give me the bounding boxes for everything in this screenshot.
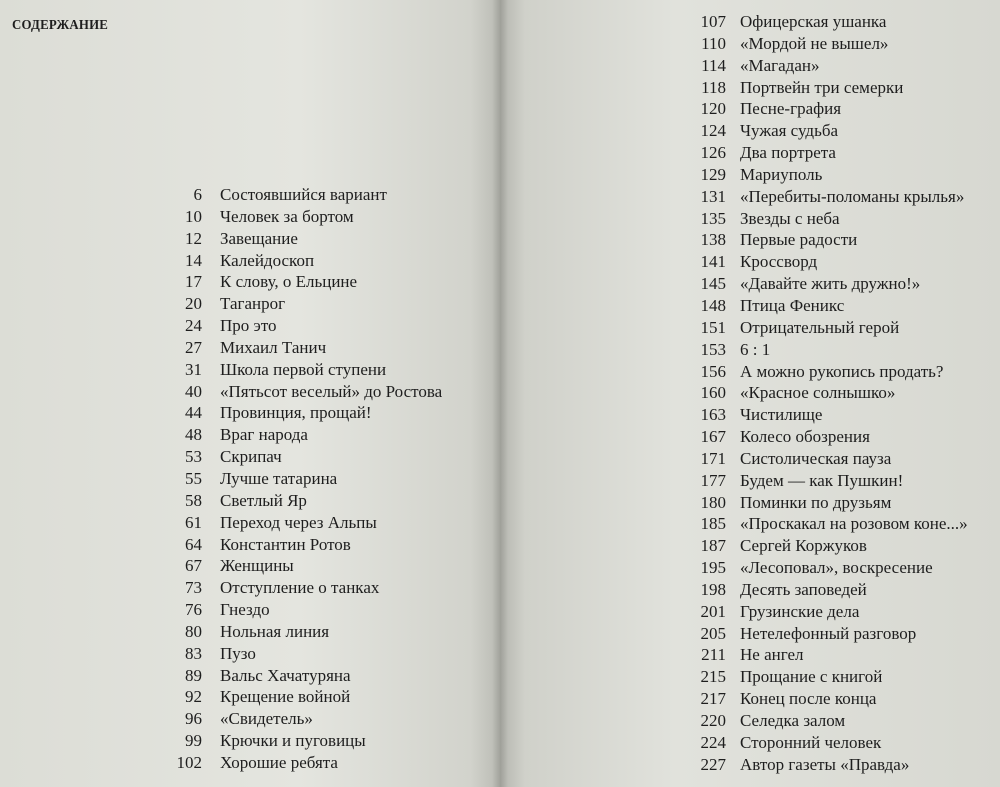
toc-entry [150, 621, 442, 643]
toc-entry [690, 317, 968, 339]
toc-entry [150, 534, 442, 556]
toc-page-number: 73 [185, 578, 202, 598]
toc-title: Пузо [220, 643, 256, 663]
toc-page-number: 129 [700, 164, 726, 184]
toc-title: Десять заповедей [740, 579, 867, 599]
toc-title: Звезды с неба [740, 208, 840, 228]
toc-entry [150, 271, 442, 293]
toc-entry [690, 644, 968, 666]
toc-title: Вальс Хачатуряна [220, 665, 351, 685]
toc-entry [690, 295, 968, 317]
toc-page-number: 12 [185, 228, 202, 248]
toc-page-number: 76 [185, 600, 202, 620]
toc-page-number: 198 [700, 579, 726, 599]
toc-page-number: 53 [185, 447, 202, 467]
toc-title: Состоявшийся вариант [220, 185, 387, 204]
toc-title: «Давайте жить дружно!» [740, 274, 921, 294]
toc-entry [690, 688, 968, 710]
toc-list-left [150, 184, 442, 774]
toc-title: Отступление о танках [220, 578, 380, 598]
toc-title: Константин Ротов [220, 534, 351, 554]
toc-page-number: 58 [185, 490, 202, 510]
toc-title: Про это [220, 316, 277, 336]
toc-entry [690, 120, 968, 142]
toc-page-number: 145 [700, 274, 726, 294]
toc-entry [690, 535, 968, 557]
toc-title: Таганрог [220, 294, 286, 314]
toc-entry [690, 229, 968, 251]
toc-entry [690, 754, 968, 776]
toc-entry [690, 361, 968, 383]
toc-page-number: 153 [700, 339, 726, 359]
toc-title: Переход через Альпы [220, 512, 377, 532]
toc-entry [690, 208, 968, 230]
toc-entry [690, 732, 968, 754]
toc-page-number: 131 [700, 186, 726, 206]
toc-entry [690, 579, 968, 601]
toc-title: «Мордой не вышел» [740, 33, 889, 53]
toc-page-number: 24 [185, 316, 202, 336]
toc-page-number: 92 [185, 687, 202, 707]
toc-page-number: 135 [700, 208, 726, 228]
toc-title: Нетелефонный разговор [740, 623, 917, 643]
toc-title: Птица Феникс [740, 295, 845, 315]
toc-entry [150, 250, 442, 272]
toc-entry [690, 142, 968, 164]
toc-title: Два портрета [740, 143, 836, 163]
toc-entry [690, 470, 968, 492]
toc-entry [690, 448, 968, 470]
toc-title: Поминки по друзьям [740, 492, 892, 512]
toc-entry [690, 273, 968, 295]
toc-title: «Магадан» [740, 55, 820, 75]
toc-title: Грузинские дела [740, 601, 860, 621]
toc-title: Крючки и пуговицы [220, 731, 366, 751]
toc-title: Гнездо [220, 600, 270, 620]
toc-page-number: 201 [700, 601, 726, 621]
toc-page-number: 17 [185, 272, 202, 292]
toc-entry [690, 164, 968, 186]
toc-title: Крещение войной [220, 687, 351, 707]
toc-page-number: 224 [700, 732, 726, 752]
toc-page-number: 211 [701, 645, 726, 665]
toc-page-number: 40 [185, 381, 202, 401]
toc-entry [150, 599, 442, 621]
toc-title: Провинция, прощай! [220, 403, 372, 423]
toc-title: Лучше татарина [220, 468, 338, 488]
toc-title: Автор газеты «Правда» [740, 754, 910, 774]
toc-title: Нольная линия [220, 621, 330, 641]
toc-page-number: 138 [700, 230, 726, 250]
toc-page-number: 102 [176, 752, 202, 772]
toc-entry [150, 315, 442, 337]
toc-page-number: 80 [185, 621, 202, 641]
toc-page-number: 67 [185, 556, 202, 576]
toc-title: Кроссворд [740, 252, 818, 272]
toc-entry [150, 337, 442, 359]
toc-entry [690, 666, 968, 688]
toc-page-number: 126 [700, 143, 726, 163]
toc-page-number: 151 [700, 317, 726, 337]
toc-title: К слову, о Ельцине [220, 272, 358, 292]
toc-page-number: 114 [701, 55, 726, 75]
toc-title: Селедка залом [740, 711, 846, 730]
toc-page-number: 110 [701, 33, 726, 53]
toc-entry [690, 404, 968, 426]
toc-page-number: 160 [700, 383, 726, 403]
toc-page-number: 180 [700, 492, 726, 512]
toc-page-number: 220 [700, 711, 726, 730]
toc-entry [690, 623, 968, 645]
toc-page-number: 99 [185, 731, 202, 751]
toc-entry [150, 730, 442, 752]
toc-page-number: 120 [700, 99, 726, 119]
toc-title: Песне-графия [740, 99, 842, 119]
toc-page-number: 96 [185, 709, 202, 729]
toc-entry [150, 577, 442, 599]
toc-title: Сергей Коржуков [740, 536, 867, 556]
toc-page-number: 124 [700, 121, 726, 141]
toc-page-number: 107 [700, 12, 726, 31]
toc-entry [690, 426, 968, 448]
toc-entry [690, 186, 968, 208]
toc-entry [150, 184, 442, 206]
toc-page-number: 167 [700, 427, 726, 447]
toc-page-number: 141 [700, 252, 726, 272]
toc-page-number: 55 [185, 468, 202, 488]
toc-title: «Перебиты-поломаны крылья» [740, 186, 965, 206]
toc-page-number: 83 [185, 643, 202, 663]
toc-page-number: 215 [700, 667, 726, 687]
toc-page-number: 217 [700, 689, 726, 709]
toc-heading: СОДЕРЖАНИЕ [12, 18, 109, 33]
toc-page-number: 31 [185, 359, 202, 379]
toc-title: Первые радости [740, 230, 858, 250]
toc-title: Прощание с книгой [740, 667, 883, 687]
toc-page-number: 118 [701, 77, 726, 97]
toc-page-number: 156 [700, 361, 726, 381]
toc-title: Чужая судьба [740, 121, 839, 141]
toc-title: Хорошие ребята [220, 752, 338, 772]
toc-entry [150, 402, 442, 424]
toc-title: Не ангел [740, 645, 804, 665]
toc-entry [150, 359, 442, 381]
toc-title: Офицерская ушанка [740, 12, 887, 31]
toc-page-number: 14 [185, 250, 202, 270]
toc-title: Женщины [220, 556, 294, 576]
toc-page-number: 10 [185, 206, 202, 226]
toc-title: «Пятьсот веселый» до Ростова [220, 381, 443, 401]
toc-entry [150, 555, 442, 577]
toc-list-right [690, 11, 968, 776]
toc-entry [150, 708, 442, 730]
toc-entry [690, 557, 968, 579]
toc-entry [150, 490, 442, 512]
toc-title: Мариуполь [740, 164, 823, 184]
toc-title: «Проскакал на розовом коне...» [740, 514, 968, 534]
toc-page-number: 61 [185, 512, 202, 532]
toc-entry [690, 513, 968, 535]
toc-entry [150, 228, 442, 250]
toc-entry [150, 424, 442, 446]
toc-title: Чистилище [740, 405, 823, 425]
toc-entry [690, 77, 968, 99]
toc-title: Колесо обозрения [740, 427, 870, 447]
toc-title: Михаил Танич [220, 337, 327, 357]
toc-entry [150, 643, 442, 665]
toc-page-number: 195 [700, 558, 726, 578]
toc-entry [690, 339, 968, 361]
toc-title: Отрицательный герой [740, 317, 900, 337]
toc-page-number: 64 [185, 534, 202, 554]
toc-entry [150, 686, 442, 708]
toc-page-number: 148 [700, 295, 726, 315]
toc-title: А можно рукопись продать? [740, 361, 944, 381]
toc-page-number: 177 [700, 470, 726, 490]
toc-page-number: 185 [700, 514, 726, 534]
toc-title: Человек за бортом [220, 206, 354, 226]
toc-title: Конец после конца [740, 689, 877, 709]
toc-title: Враг народа [220, 425, 308, 445]
toc-title: Скрипач [220, 447, 282, 467]
toc-entry [690, 98, 968, 120]
toc-entry [690, 382, 968, 404]
toc-entry [150, 293, 442, 315]
toc-page-number: 48 [185, 425, 202, 445]
toc-page-number: 20 [185, 294, 202, 314]
toc-entry [150, 206, 442, 228]
toc-entry [150, 468, 442, 490]
toc-entry [150, 752, 442, 774]
toc-entry [690, 710, 968, 732]
toc-entry [150, 665, 442, 687]
toc-entry [690, 33, 968, 55]
book-gutter [492, 0, 508, 787]
toc-title: «Свидетель» [220, 709, 313, 729]
toc-page-number: 187 [700, 536, 726, 556]
toc-entry [690, 11, 968, 33]
toc-title: Систолическая пауза [740, 448, 892, 468]
toc-title: Светлый Яр [220, 490, 307, 510]
toc-title: Калейдоскоп [220, 250, 315, 270]
toc-entry [150, 381, 442, 403]
toc-page-number: 171 [700, 448, 726, 468]
toc-title: Портвейн три семерки [740, 77, 904, 97]
toc-entry [150, 446, 442, 468]
toc-entry [690, 601, 968, 623]
toc-title: «Лесоповал», воскресение [740, 558, 933, 578]
toc-title: Сторонний человек [740, 732, 882, 752]
toc-page-number: 27 [185, 337, 202, 357]
toc-entry [690, 55, 968, 77]
toc-page-number: 163 [700, 405, 726, 425]
toc-title: Будем — как Пушкин! [740, 470, 904, 490]
toc-entry [150, 512, 442, 534]
toc-page-number: 44 [185, 403, 202, 423]
toc-page-number: 89 [185, 665, 202, 685]
toc-title: 6 : 1 [740, 339, 771, 359]
toc-page-number: 205 [700, 623, 726, 643]
toc-entry [690, 251, 968, 273]
toc-entry [690, 492, 968, 514]
toc-title: Школа первой ступени [220, 359, 387, 379]
toc-page-number: 6 [193, 185, 202, 204]
toc-title: Завещание [220, 228, 298, 248]
toc-title: «Красное солнышко» [740, 383, 896, 403]
toc-page-number: 227 [700, 754, 726, 774]
